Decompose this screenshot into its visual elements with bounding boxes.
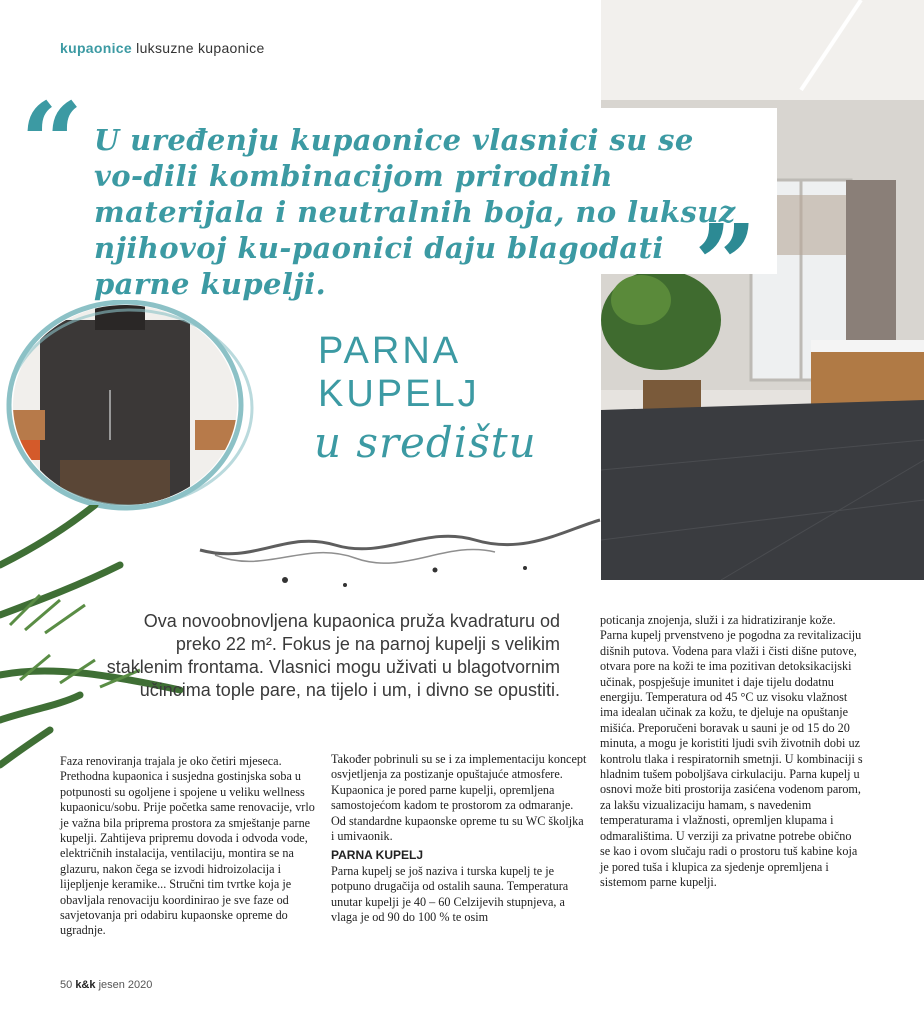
body-column-1: Faza renoviranja trajala je oko četiri mjeseca. Prethodna kupaonica i susjedna gostinjska soba u potpunosti su ogoljene i spojene u veliku wellness kupaonicu/sobu. Prije početka same renovacije, vrlo je važna bila priprema prostora za smještanje parne kupelji. Zahtijeva pripremu dovoda i odvoda vode, električnih instalacija, ventilaciju, montira se na glazuru, nakon čega se izvodi hidroizolacija i lijepljenje keramike... Stručni tim tvrtke koja je obavljala renovaciju koordinirao je sve faze od savjetovanja pri odabiru kupaonske opreme do ugradnje. [60, 754, 315, 938]
title-script: u središtu [314, 418, 537, 467]
pull-quote-text: U uređenju kupaonice vlasnici su se vo-dili kombinacijom prirodnih materijala i neutralnih boja, no luksuz njihovoj ku-paonici daju blagodati parne kupelji. [94, 123, 736, 301]
title-line-1: PARNA [318, 330, 462, 372]
close-quote-mark: ” [694, 200, 758, 329]
water-splash-decoration [195, 510, 605, 600]
section-header [60, 40, 265, 56]
page-footer [60, 979, 152, 991]
page-number: 50 [60, 979, 73, 991]
subsection-name: luksuzne kupaonice [136, 40, 265, 56]
body-column-2 [331, 752, 587, 925]
steam-room-photo [0, 300, 260, 520]
section-name: kupaonice [60, 40, 132, 56]
body-column-2-text-a: Također pobrinuli su se i za implementaciju koncept osvjetljenja za postizanje opuštajuće atmosfere. Kupaonica je pored parne kupelji, opremljena samostojećom kadom te prostorom za odmaranje. Od standardne kupaonske opreme tu su WC školjka i umivaonik. [331, 752, 587, 844]
open-quote-mark: “ [20, 78, 84, 207]
magazine-brand: k&k [75, 979, 96, 991]
title-line-2: KUPELJ [318, 373, 480, 415]
lead-paragraph: Ova novoobnovljena kupaonica pruža kvadraturu od preko 22 m². Fokus je na parnoj kupelji s velikim staklenim frontama. Vlasnici mogu uživati u blagotvornim učincima tople pare, na tijelo i um, i divno se opustiti. [106, 611, 560, 700]
subheading-parna-kupelj: PARNA KUPELJ [331, 848, 424, 863]
issue-label: jesen 2020 [98, 979, 153, 991]
body-column-2-text-b: Parna kupelj se još naziva i turska kupelj te je potpuno drugačija od ostalih sauna. Temperatura unutar kupelji je 40 – 60 Celzijevih stupnjeva, a vlaga je od 90 do 100 % te osim [331, 863, 569, 925]
body-column-3: poticanja znojenja, služi i za hidratiziranje kože. Parna kupelj prvenstveno je pogodna za revitalizaciju dišnih putova. Vodena para vlaži i čisti dišne putove, otvara pore na koži te ima pozitivan detoksikacijski učinak, pospješuje imunitet i daje tijelu dodatnu energiju. Temperatura od 45 °C uz visoku vlažnost ima idealan učinak za kožu, te djeluje na opuštanje mišića. Preporučeni boravak u sauni je od 15 do 20 minuta, a mogu je koristiti ljudi svih životnih dobi uz kontrolu tlaka i respiratornih smetnji. U kombinaciji s hladnim tušem poboljšava cirkulaciju. Parna kupelj u osnovi može biti prostorija zasićena vodenom parom, za lakšu vizualizaciju hamam, s navedenim temperaturama i vlažnosti, opremljen klupama i odmaralištima. U verziji za privatne potrebe obično se kao i ovom slučaju radi o prostoru tuš kabine koja je pored tuša i klupica za sjedenje opremljena i sistemom parne kupelji. [600, 613, 863, 889]
